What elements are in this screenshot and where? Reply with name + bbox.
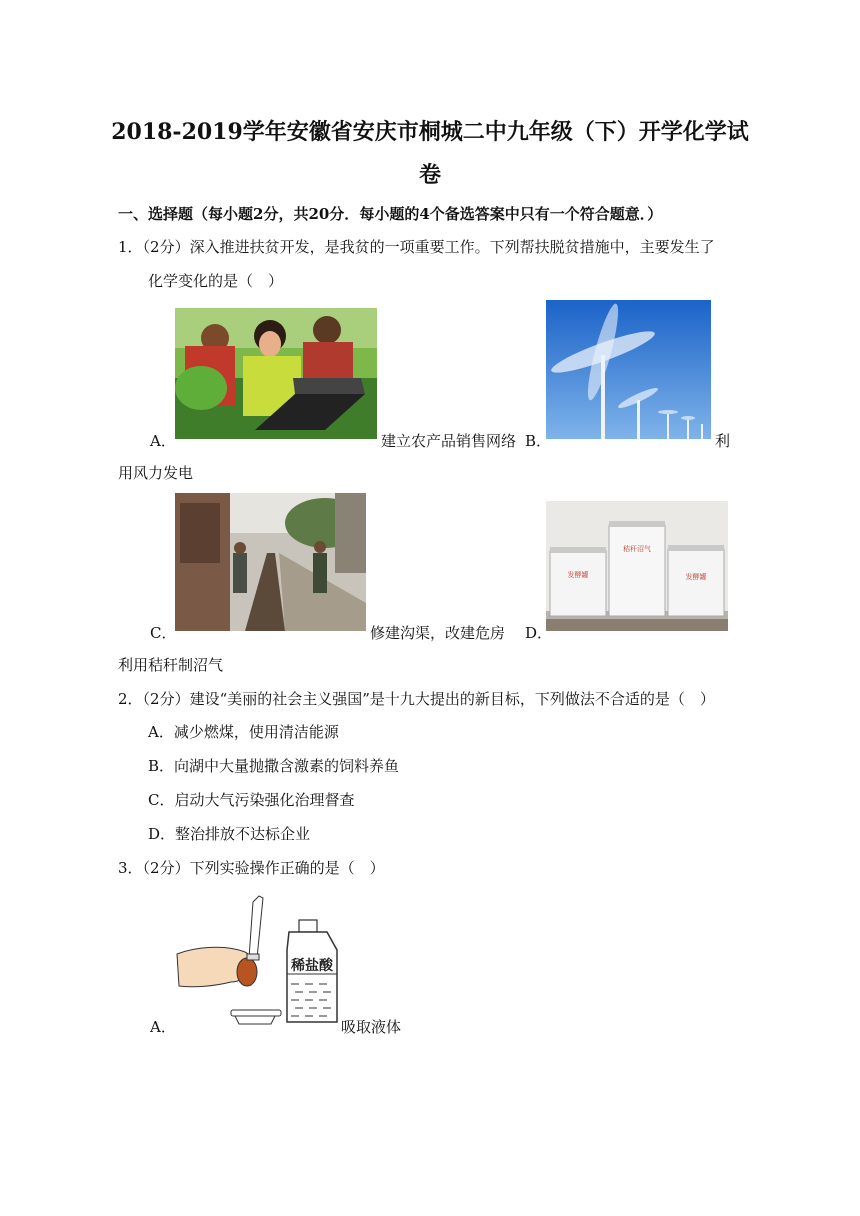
q2-option-d: D．整治排放不达标企业 [148, 825, 311, 843]
question-1-stem-line2: 化学变化的是（ ） [148, 272, 284, 290]
tank-label-left: 发酵罐 [567, 571, 589, 579]
q3-option-a-text: 吸取液体 [341, 1018, 402, 1036]
question-1-stem-line1: 1．（2分）深入推进扶贫开发，是我贫的一项重要工作。下列帮扶脱贫措施中，主要发生了 [118, 238, 715, 256]
q1-option-d-letter: D． [525, 624, 553, 642]
q1-option-d-text: 利用秸秆制沼气 [118, 656, 224, 674]
bottle-label: 稀盐酸 [291, 958, 333, 974]
option-a-image-farmers-laptop [175, 308, 377, 439]
option-c-image-ditch-construction [175, 493, 366, 631]
tank-label-right: 发酵罐 [685, 573, 707, 581]
section-heading: 一、选择题（每小题2分，共20分．每小题的4个备选答案中只有一个符合题意．） [118, 205, 663, 223]
q2-option-a: A．减少燃煤，使用清洁能源 [148, 723, 339, 741]
option-b-image-wind-turbines [546, 300, 711, 439]
q1-option-b-text-part1: 利 [715, 432, 731, 450]
q2-option-c: C．启动大气污染强化治理督查 [148, 791, 355, 809]
option-d-image-biogas-tanks [546, 501, 728, 631]
question-2-stem: 2．（2分）建设“美丽的社会主义强国”是十九大提出的新目标，下列做法不合适的是（ ） [118, 690, 715, 708]
q2-option-b: B．向湖中大量抛撒含激素的饲料养鱼 [148, 757, 400, 775]
q1-option-b-text-part2: 用风力发电 [118, 464, 194, 482]
page-title-continuation: 卷 [418, 162, 441, 188]
option-a-image-dropper-bottle [175, 892, 340, 1030]
q1-option-c-text: 修建沟渠，改建危房 [370, 624, 506, 642]
q1-option-a-letter: A． [150, 432, 176, 450]
q1-option-c-letter: C． [150, 624, 177, 642]
q1-option-a-text: 建立农产品销售网络 [381, 432, 517, 450]
q1-option-b-letter: B． [525, 432, 552, 450]
q3-option-a-letter: A． [150, 1018, 176, 1036]
question-3-stem: 3．（2分）下列实验操作正确的是（ ） [118, 859, 385, 877]
page-title: 2018-2019学年安徽省安庆市桐城二中九年级（下）开学化学试 [111, 119, 749, 145]
tank-label-middle: 秸秆沼气 [623, 545, 651, 553]
